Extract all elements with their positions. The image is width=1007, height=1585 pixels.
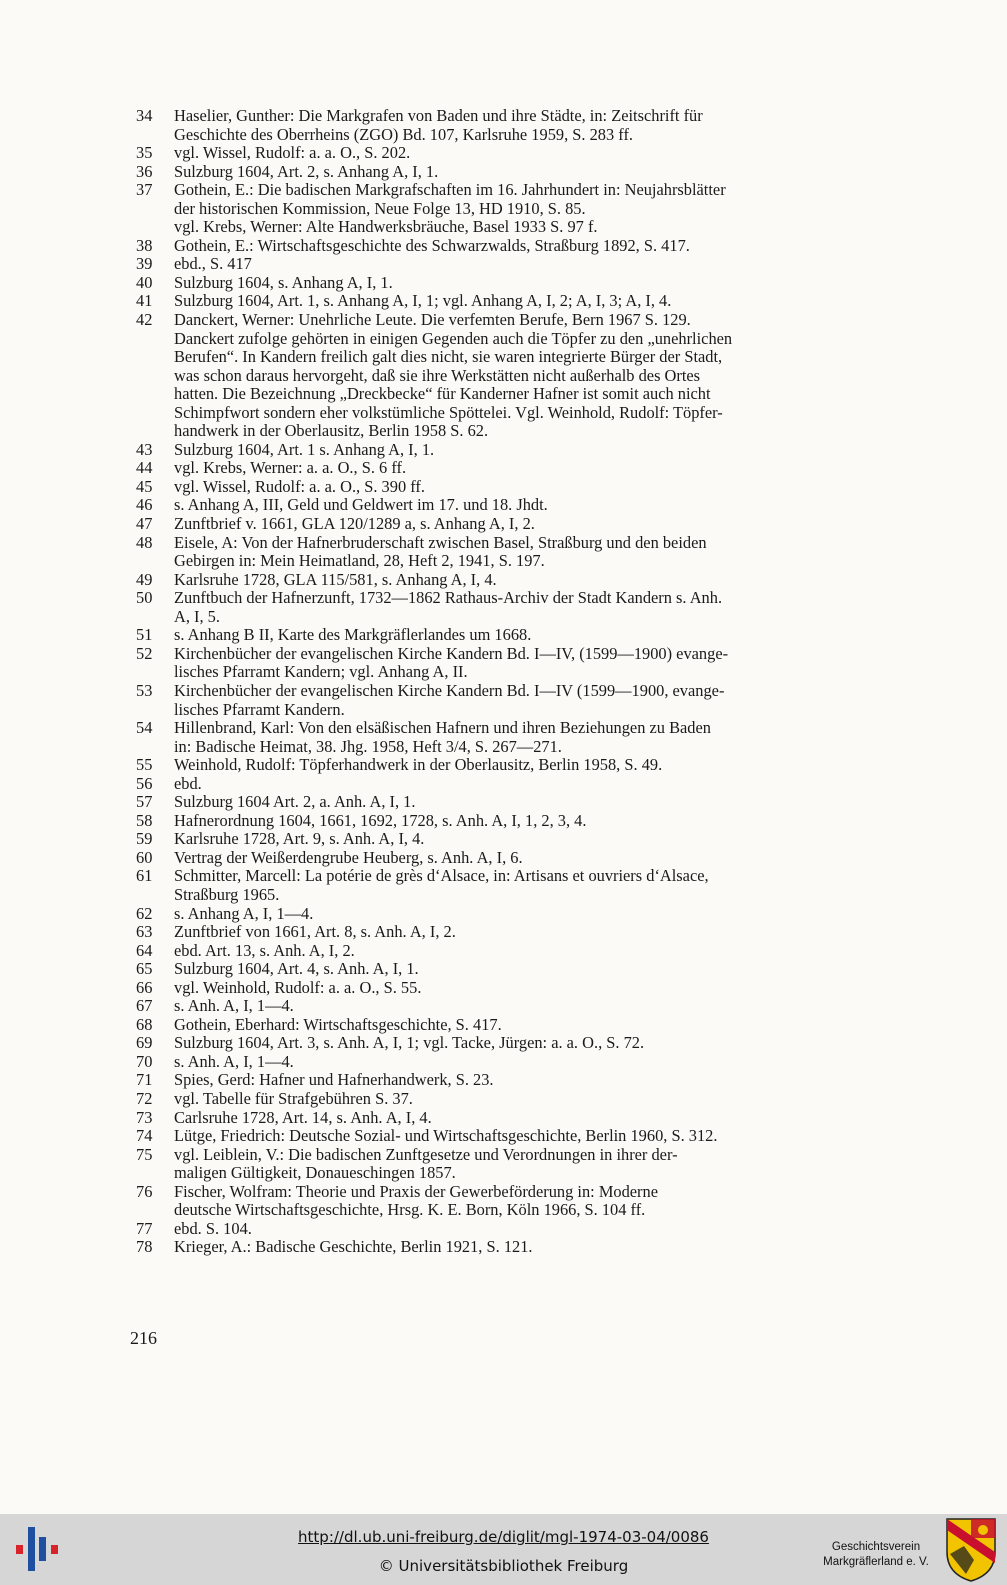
footnote-number: 50 <box>136 588 153 608</box>
footnote-text-line: s. Anhang B II, Karte des Markgräflerlandes um 1668. <box>174 625 532 645</box>
footnote-number: 62 <box>136 903 153 923</box>
footnote-text-line: Straßburg 1965. <box>174 884 280 904</box>
page-number: 216 <box>130 1328 157 1348</box>
footnote <box>136 274 876 293</box>
footnote-number: 39 <box>136 254 153 274</box>
footnote <box>136 849 876 868</box>
footnote-text-line: vgl. Weinhold, Rudolf: a. a. O., S. 55. <box>174 977 422 997</box>
document-url-link[interactable]: http://dl.ub.uni-freiburg.de/diglit/mgl-1974-03-04/0086 <box>298 1528 709 1546</box>
footnote <box>136 441 876 460</box>
footnote-text-line: in: Badische Heimat, 38. Jhg. 1958, Heft 3/4, S. 267—271. <box>174 736 562 756</box>
footnote <box>136 589 876 626</box>
footnote-text-line: Geschichte des Oberrheins (ZGO) Bd. 107, Karlsruhe 1959, S. 283 ff. <box>174 124 633 144</box>
footnote <box>136 515 876 534</box>
footnote <box>136 496 876 515</box>
footnote-text-line: ebd. <box>174 773 202 793</box>
footer-bar <box>0 1514 1007 1585</box>
footnote <box>136 1238 876 1257</box>
footnote <box>136 626 876 645</box>
footnote <box>136 867 876 904</box>
footnote-text-line: s. Anhang A, I, 1—4. <box>174 903 314 923</box>
footnote-text-line: Hafnerordnung 1604, 1661, 1692, 1728, s. Anh. A, I, 1, 2, 3, 4. <box>174 810 587 830</box>
footnote-text-line: Kirchenbücher der evangelischen Kirche Kandern Bd. I—IV (1599—1900, evange- <box>174 680 725 700</box>
footnote-number: 49 <box>136 569 153 589</box>
footnote-text-line: Fischer, Wolfram: Theorie und Praxis der Gewerbeförderung in: Moderne <box>174 1181 658 1201</box>
footnote-text-line: Hillenbrand, Karl: Von den elsäßischen Hafnern und ihren Beziehungen zu Baden <box>174 718 711 738</box>
footnote <box>136 775 876 794</box>
footnote <box>136 163 876 182</box>
footnote <box>136 1146 876 1183</box>
footnote-number: 53 <box>136 680 153 700</box>
footnote-text-line: Haselier, Gunther: Die Markgrafen von Baden und ihre Städte, in: Zeitschrift für <box>174 106 703 125</box>
footnote-list <box>136 107 876 1257</box>
footnote <box>136 942 876 961</box>
footnote <box>136 923 876 942</box>
footnote-text-line: Sulzburg 1604, Art. 1, s. Anhang A, I, 1; vgl. Anhang A, I, 2; A, I, 3; A, I, 4. <box>174 291 672 311</box>
footnote-text-line: ebd. Art. 13, s. Anh. A, I, 2. <box>174 940 355 960</box>
footnote-number: 47 <box>136 514 153 534</box>
footnote-text-line: Weinhold, Rudolf: Töpferhandwerk in der Oberlausitz, Berlin 1958, S. 49. <box>174 755 663 775</box>
footnote-text-line: was schon daraus hervorgeht, daß sie ihre Werkstätten nicht außerhalb des Ortes <box>174 365 701 385</box>
footnote <box>136 1220 876 1239</box>
footnote <box>136 255 876 274</box>
footnote-text-line: vgl. Leiblein, V.: Die badischen Zunftgesetze und Verordnungen in ihrer der- <box>174 1144 678 1164</box>
footnote-number: 78 <box>136 1237 153 1257</box>
footnote-number: 58 <box>136 810 153 830</box>
footnote <box>136 311 876 441</box>
society-name <box>812 1540 940 1570</box>
footnote-text-line: lisches Pfarramt Kandern; vgl. Anhang A, II. <box>174 662 468 682</box>
footnote-text-line: s. Anhang A, III, Geld und Geldwert im 17. und 18. Jhdt. <box>174 495 548 515</box>
footnote-text-line: deutsche Wirtschaftsgeschichte, Hrsg. K. E. Born, Köln 1966, S. 104 ff. <box>174 1200 646 1220</box>
footnote <box>136 1071 876 1090</box>
footnote <box>136 645 876 682</box>
footnote <box>136 292 876 311</box>
footnote-text-line: Danckert zufolge gehörten in einigen Gegenden auch die Töpfer zu den „unehrlichen <box>174 328 733 348</box>
footnote-text-line: Gebirgen in: Mein Heimatland, 28, Heft 2, 1941, S. 197. <box>174 551 545 571</box>
footnote-text-line: s. Anh. A, I, 1—4. <box>174 996 294 1016</box>
footnote-number: 70 <box>136 1051 153 1071</box>
footnote <box>136 1053 876 1072</box>
footnote <box>136 1090 876 1109</box>
footnote-text-line: Carlsruhe 1728, Art. 14, s. Anh. A, I, 4. <box>174 1107 432 1127</box>
footnote-number: 41 <box>136 291 153 311</box>
footnote-number: 64 <box>136 940 153 960</box>
coat-of-arms-icon <box>944 1516 998 1583</box>
footnote-text-line: vgl. Krebs, Werner: a. a. O., S. 6 ff. <box>174 458 407 478</box>
footnote <box>136 905 876 924</box>
footnote <box>136 960 876 979</box>
footnote-text-line: Zunftbuch der Hafnerzunft, 1732—1862 Rathaus-Archiv der Stadt Kandern s. Anh. <box>174 588 723 608</box>
footnote-text-line: maligen Gültigkeit, Donaueschingen 1857. <box>174 1163 456 1183</box>
footnote-text-line: Sulzburg 1604, Art. 1 s. Anhang A, I, 1. <box>174 439 435 459</box>
footnote-number: 44 <box>136 458 153 478</box>
copyright-text: © Universitätsbibliothek Freiburg <box>378 1557 629 1575</box>
logo-bar <box>16 1545 23 1554</box>
footnote <box>136 534 876 571</box>
footnote-text-line: Spies, Gerd: Hafner und Hafnerhandwerk, S. 23. <box>174 1070 494 1090</box>
footnote-number: 34 <box>136 106 153 125</box>
footnote-number: 45 <box>136 476 153 496</box>
footnote-number: 59 <box>136 829 153 849</box>
footnote-text-line: A, I, 5. <box>174 606 220 626</box>
footnote-text-line: Danckert, Werner: Unehrliche Leute. Die verfemten Berufe, Bern 1967 S. 129. <box>174 310 691 330</box>
footnote-number: 72 <box>136 1088 153 1108</box>
footnote-number: 46 <box>136 495 153 515</box>
footnote <box>136 979 876 998</box>
footnote-text-line: vgl. Tabelle für Strafgebühren S. 37. <box>174 1088 413 1108</box>
footnote-text-line: Zunftbrief v. 1661, GLA 120/1289 a, s. Anhang A, I, 2. <box>174 514 535 534</box>
footnote-text-line: vgl. Krebs, Werner: Alte Handwerksbräuche, Basel 1933 S. 97 f. <box>174 217 598 237</box>
footnote-number: 61 <box>136 866 153 886</box>
footnote-text-line: Karlsruhe 1728, Art. 9, s. Anh. A, I, 4. <box>174 829 425 849</box>
footnote-text-line: Sulzburg 1604 Art. 2, a. Anh. A, I, 1. <box>174 792 416 812</box>
footnote-number: 75 <box>136 1144 153 1164</box>
footnote-number: 55 <box>136 755 153 775</box>
footnote-text-line: handwerk in der Oberlausitz, Berlin 1958 S. 62. <box>174 421 489 441</box>
footnote-number: 48 <box>136 532 153 552</box>
footnote-text-line: Berufen“. In Kandern freilich galt dies nicht, sie waren integrierte Bürger der Stadt, <box>174 347 723 367</box>
logo-bar <box>51 1545 58 1554</box>
footnote-number: 71 <box>136 1070 153 1090</box>
footnote-text-line: Gothein, E.: Die badischen Markgrafschaften im 16. Jahrhundert in: Neujahrsblätter <box>174 180 726 200</box>
footnote-text-line: hatten. Die Bezeichnung „Dreckbecke“ für Kanderner Hafner ist somit auch nicht <box>174 384 711 404</box>
footnote <box>136 237 876 256</box>
footnote-text-line: Vertrag der Weißerdengrube Heuberg, s. Anh. A, I, 6. <box>174 847 523 867</box>
footnote-number: 42 <box>136 310 153 330</box>
footnote <box>136 756 876 775</box>
footnote-text-line: Gothein, Eberhard: Wirtschaftsgeschichte, S. 417. <box>174 1014 502 1034</box>
footnote-number: 73 <box>136 1107 153 1127</box>
footnote-number: 40 <box>136 272 153 292</box>
footnote-number: 65 <box>136 959 153 979</box>
footnote <box>136 830 876 849</box>
footnote <box>136 459 876 478</box>
society-line-2: Markgräflerland e. V. <box>823 1556 929 1568</box>
footnote-text-line: Sulzburg 1604, Art. 4, s. Anh. A, I, 1. <box>174 959 419 979</box>
footnote-text-line: Sulzburg 1604, Art. 2, s. Anhang A, I, 1. <box>174 161 439 181</box>
footnote <box>136 997 876 1016</box>
footnote-number: 57 <box>136 792 153 812</box>
footnote-text-line: Gothein, E.: Wirtschaftsgeschichte des Schwarzwalds, Straßburg 1892, S. 417. <box>174 235 690 255</box>
footnote-number: 54 <box>136 718 153 738</box>
footnote-number: 67 <box>136 996 153 1016</box>
footnote <box>136 144 876 163</box>
footnote-text-line: Karlsruhe 1728, GLA 115/581, s. Anhang A, I, 4. <box>174 569 497 589</box>
footnote <box>136 107 876 144</box>
footnote-number: 76 <box>136 1181 153 1201</box>
footnote <box>136 571 876 590</box>
society-line-1: Geschichtsverein <box>831 1541 921 1553</box>
footnote-text-line: der historischen Kommission, Neue Folge 13, HD 1910, S. 85. <box>174 198 586 218</box>
footnote-text-line: Sulzburg 1604, s. Anhang A, I, 1. <box>174 272 393 292</box>
footnote <box>136 812 876 831</box>
footnote <box>136 478 876 497</box>
footnote-text-line: vgl. Wissel, Rudolf: a. a. O., S. 390 ff. <box>174 476 425 496</box>
footnote <box>136 682 876 719</box>
footnote-number: 68 <box>136 1014 153 1034</box>
footnote-text-line: Schimpfwort sondern eher volkstümliche Spöttelei. Vgl. Weinhold, Rudolf: Töpfer- <box>174 402 723 422</box>
footnote <box>136 793 876 812</box>
footnote <box>136 1127 876 1146</box>
footnote <box>136 719 876 756</box>
footnote-text-line: vgl. Wissel, Rudolf: a. a. O., S. 202. <box>174 143 411 163</box>
footnote-text-line: s. Anh. A, I, 1—4. <box>174 1051 294 1071</box>
footnote <box>136 1016 876 1035</box>
footnote-text-line: Zunftbrief von 1661, Art. 8, s. Anh. A, I, 2. <box>174 922 456 942</box>
footnote-number: 66 <box>136 977 153 997</box>
footnote-text-line: Sulzburg 1604, Art. 3, s. Anh. A, I, 1; vgl. Tacke, Jürgen: a. a. O., S. 72. <box>174 1033 645 1053</box>
footnote <box>136 181 876 237</box>
footnote-number: 74 <box>136 1126 153 1146</box>
footnote-text-line: Eisele, A: Von der Hafnerbruderschaft zwischen Basel, Straßburg und den beiden <box>174 532 707 552</box>
footnote-number: 60 <box>136 847 153 867</box>
footnote-number: 36 <box>136 161 153 181</box>
footnote <box>136 1034 876 1053</box>
footnote-text-line: ebd. S. 104. <box>174 1218 252 1238</box>
footnote-number: 37 <box>136 180 153 200</box>
footnote-text-line: Schmitter, Marcell: La potérie de grès d‘Alsace, in: Artisans et ouvriers d‘Alsace, <box>174 866 709 886</box>
footnote-number: 35 <box>136 143 153 163</box>
footnote-number: 51 <box>136 625 153 645</box>
footnote-number: 77 <box>136 1218 153 1238</box>
footnote-number: 38 <box>136 235 153 255</box>
footnote-number: 52 <box>136 643 153 663</box>
footnote-text-line: lisches Pfarramt Kandern. <box>174 699 345 719</box>
footnote-text-line: Kirchenbücher der evangelischen Kirche Kandern Bd. I—IV, (1599—1900) evange- <box>174 643 729 663</box>
footnote-text-line: ebd., S. 417 <box>174 254 252 274</box>
footnote <box>136 1183 876 1220</box>
footnote-text-line: Krieger, A.: Badische Geschichte, Berlin 1921, S. 121. <box>174 1237 533 1257</box>
footnote-number: 56 <box>136 773 153 793</box>
footnote-number: 43 <box>136 439 153 459</box>
footnote-text-line: Lütge, Friedrich: Deutsche Sozial- und Wirtschaftsgeschichte, Berlin 1960, S. 312. <box>174 1126 718 1146</box>
footnote-number: 69 <box>136 1033 153 1053</box>
footnote-number: 63 <box>136 922 153 942</box>
footnote <box>136 1109 876 1128</box>
